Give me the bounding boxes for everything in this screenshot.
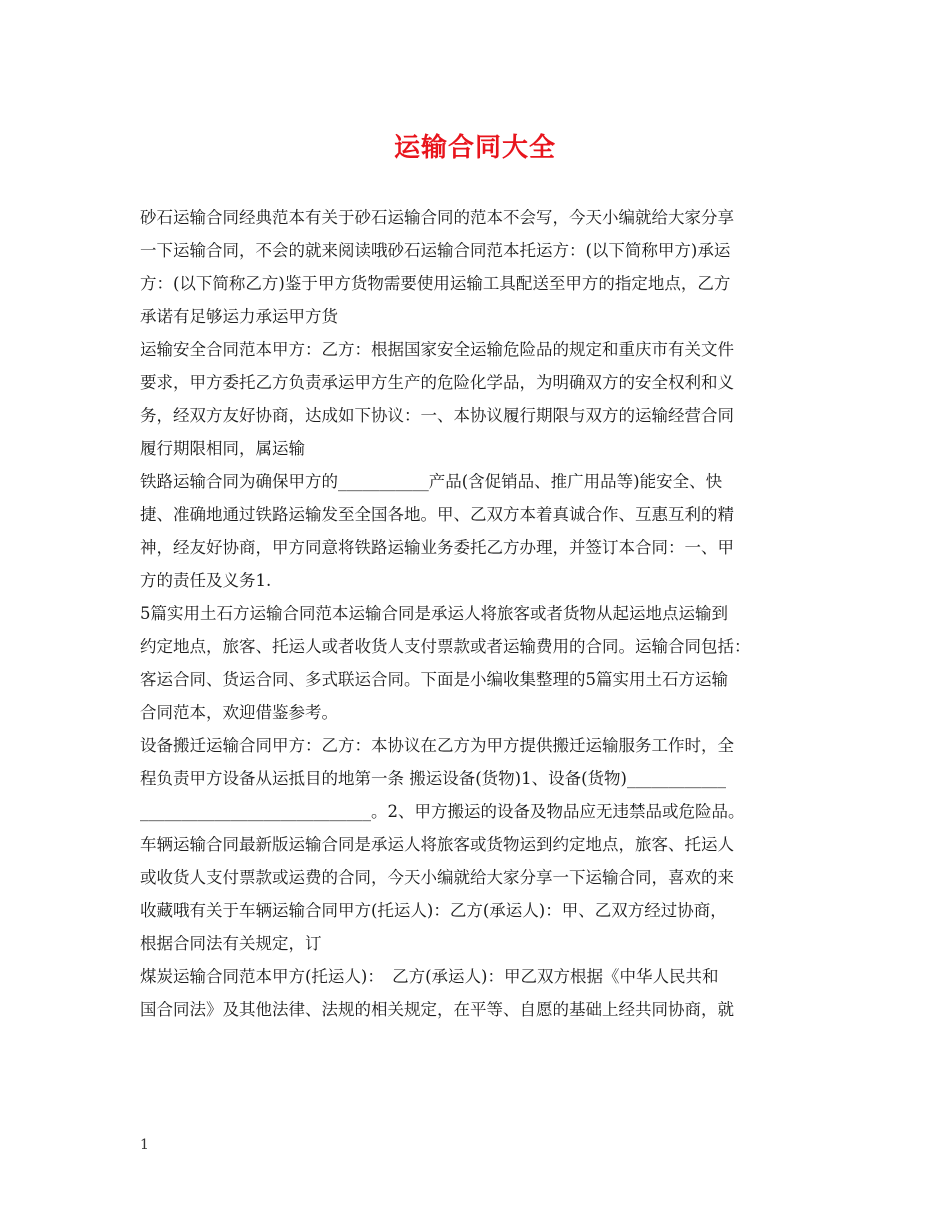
text-line: 程负责甲方设备从运抵目的地第一条 搬运设备(货物)1、设备(货物)____________ (140, 769, 726, 788)
text-line: 或收货人支付票款或运费的合同，今天小编就给大家分享一下运输合同，喜欢的来 (140, 868, 734, 887)
text-line: 煤炭运输合同范本甲方(托运人)： 乙方(承运人)：甲乙双方根据《中华人民共和 (140, 967, 719, 986)
text-line: 方的责任及义务1. (140, 571, 272, 590)
text-line: 要求，甲方委托乙方负责承运甲方生产的危险化学品，为明确双方的安全权利和义 (140, 373, 734, 392)
text-line: 铁路运输合同为确保甲方的___________产品(含促销品、推广用品等)能安全、快 (140, 472, 723, 491)
text-line: 砂石运输合同经典范本有关于砂石运输合同的范本不会写，今天小编就给大家分享 (140, 208, 734, 227)
text-line: 履行期限相同，属运输 (140, 439, 305, 458)
paragraph (140, 333, 820, 465)
text-line: 方：(以下简称乙方)鉴于甲方货物需要使用运输工具配送至甲方的指定地点，乙方 (140, 274, 731, 293)
page-number: 1 (140, 1137, 149, 1153)
text-line: 设备搬迁运输合同甲方：乙方：本协议在乙方为甲方提供搬迁运输服务工作时，全 (140, 736, 734, 755)
text-line: 运输安全合同范本甲方：乙方：根据国家安全运输危险品的规定和重庆市有关文件 (140, 340, 734, 359)
document-body (140, 201, 820, 1026)
text-line: 承诺有足够运力承运甲方货 (140, 307, 338, 326)
text-line: 国合同法》及其他法律、法规的相关规定，在平等、自愿的基础上经共同协商，就 (140, 1000, 734, 1019)
text-line: 务，经双方友好协商，达成如下协议：一、本协议履行期限与双方的运输经营合同 (140, 406, 734, 425)
paragraph (140, 729, 820, 828)
paragraph (140, 597, 820, 729)
text-line: 车辆运输合同最新版运输合同是承运人将旅客或货物运到约定地点，旅客、托运人 (140, 835, 734, 854)
paragraph (140, 201, 820, 333)
text-line: 神，经友好协商，甲方同意将铁路运输业务委托乙方办理，并签订本合同：一、甲 (140, 538, 734, 557)
document-title: 运输合同大全 (393, 133, 556, 163)
paragraph (140, 960, 820, 1026)
text-line: 一下运输合同，不会的就来阅读哦砂石运输合同范本托运方：(以下简称甲方)承运 (140, 241, 731, 260)
text-line: 5篇实用土石方运输合同范本运输合同是承运人将旅客或者货物从起运地点运输到 (140, 604, 728, 623)
text-line: 捷、准确地通过铁路运输发至全国各地。甲、乙双方本着真诚合作、互惠互利的精 (140, 505, 734, 524)
paragraph (140, 828, 820, 960)
text-line: 合同范本，欢迎借鉴参考。 (140, 703, 338, 722)
text-line: ____________________________。2、甲方搬运的设备及物品应无违禁品或危险品。 (140, 802, 745, 821)
text-line: 收藏哦有关于车辆运输合同甲方(托运人)：乙方(承运人)：甲、乙双方经过协商， (140, 901, 727, 920)
text-line: 客运合同、货运合同、多式联运合同。下面是小编收集整理的5篇实用土石方运输 (140, 670, 728, 689)
text-line: 根据合同法有关规定，订 (140, 934, 322, 953)
paragraph (140, 465, 820, 597)
text-line: 约定地点，旅客、托运人或者收货人支付票款或者运输费用的合同。运输合同包括： (140, 637, 751, 656)
